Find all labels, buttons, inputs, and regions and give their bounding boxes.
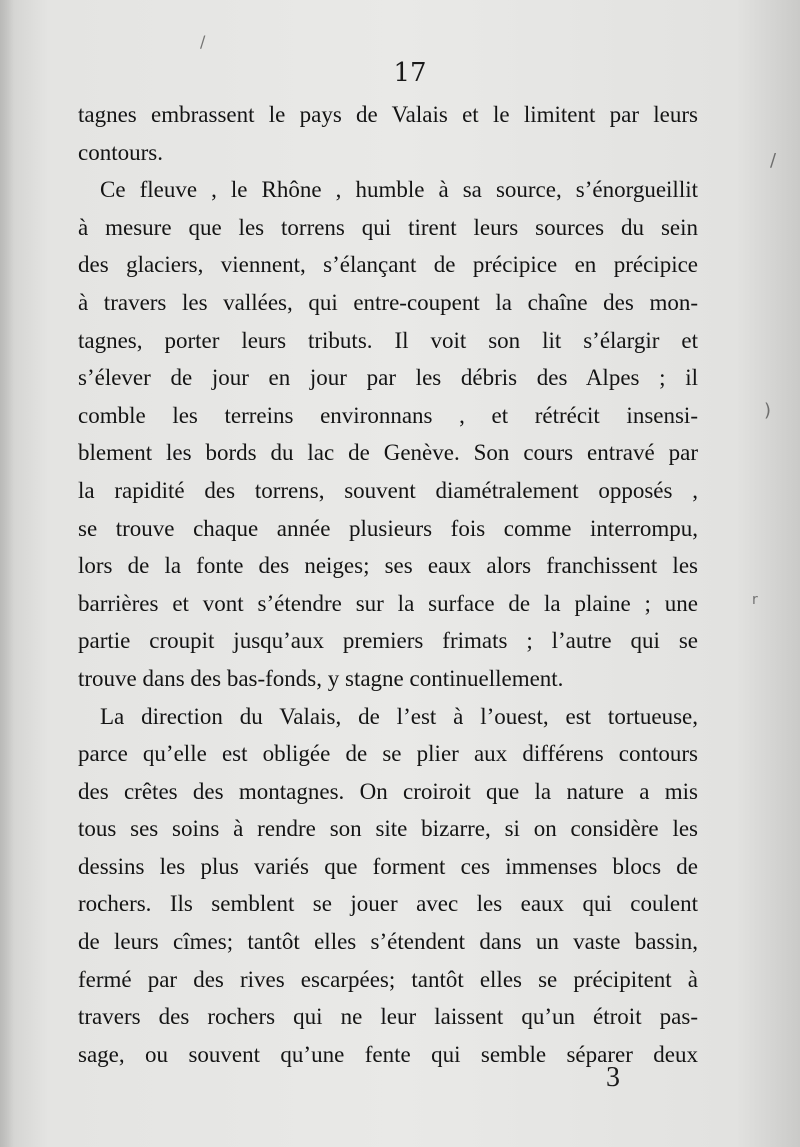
text-line: fermé par des rives escarpées; tantôt elles se précipitent à — [78, 966, 698, 992]
signature-mark: 3 — [606, 1062, 620, 1093]
stray-mark: r — [752, 592, 758, 608]
stray-mark: / — [200, 32, 206, 51]
text-line: des crêtes des montagnes. On croiroit que la nature a mis — [78, 778, 698, 804]
text-line: trouve dans des bas-fonds, y stagne continuellement. — [78, 665, 564, 691]
text-line: s’élever de jour en jour par les débris des Alpes ; il — [78, 365, 698, 391]
text-line: barrières et vont s’étendre sur la surface de la plaine ; une — [78, 590, 698, 616]
text-line: des glaciers, viennent, s’élançant de précipice en précipice — [78, 252, 698, 278]
text-line: blement les bords du lac de Genève. Son cours entravé par — [78, 440, 698, 466]
text-line: partie croupit jusqu’aux premiers frimats ; l’autre qui se — [78, 628, 698, 654]
text-line: la rapidité des torrens, souvent diamétralement opposés , — [78, 477, 698, 503]
stray-mark: / — [770, 150, 777, 171]
text-line: tagnes, porter leurs tributs. Il voit son lit s’élargir et — [78, 327, 698, 353]
text-line: sage, ou souvent qu’une fente qui semble séparer deux — [78, 1041, 698, 1067]
text-line: dessins les plus variés que forment ces immenses blocs de — [78, 853, 698, 879]
body-text — [78, 96, 698, 1073]
text-line: lors de la fonte des neiges; ses eaux alors franchissent les — [78, 553, 698, 579]
text-line: tous ses soins à rendre son site bizarre, si on considère les — [78, 816, 698, 842]
text-line: contours. — [78, 139, 163, 165]
text-line: rochers. Ils semblent se jouer avec les eaux qui coulent — [78, 891, 698, 917]
text-line: comble les terreins environnans , et rétrécit insensi- — [78, 402, 698, 428]
page-number: 17 — [393, 58, 427, 88]
text-line: Ce fleuve , le Rhône , humble à sa source, s’énorgueillit — [100, 177, 698, 203]
text-line: à mesure que les torrens qui tirent leurs sources du sein — [78, 214, 698, 240]
stray-mark: ) — [764, 400, 772, 421]
text-line: à travers les vallées, qui entre-coupent la chaîne des mon- — [78, 289, 698, 315]
text-line: La direction du Valais, de l’est à l’ouest, est tortueuse, — [100, 703, 698, 729]
text-line: de leurs cîmes; tantôt elles s’étendent dans un vaste bassin, — [78, 929, 698, 955]
page-edge-shadow — [0, 0, 14, 1147]
text-line: tagnes embrassent le pays de Valais et le limitent par leurs — [78, 102, 698, 127]
text-line: parce qu’elle est obligée de se plier aux différens contours — [78, 741, 698, 767]
text-line: travers des rochers qui ne leur laissent qu’un étroit pas- — [78, 1004, 698, 1030]
text-line: se trouve chaque année plusieurs fois comme interrompu, — [78, 515, 698, 541]
